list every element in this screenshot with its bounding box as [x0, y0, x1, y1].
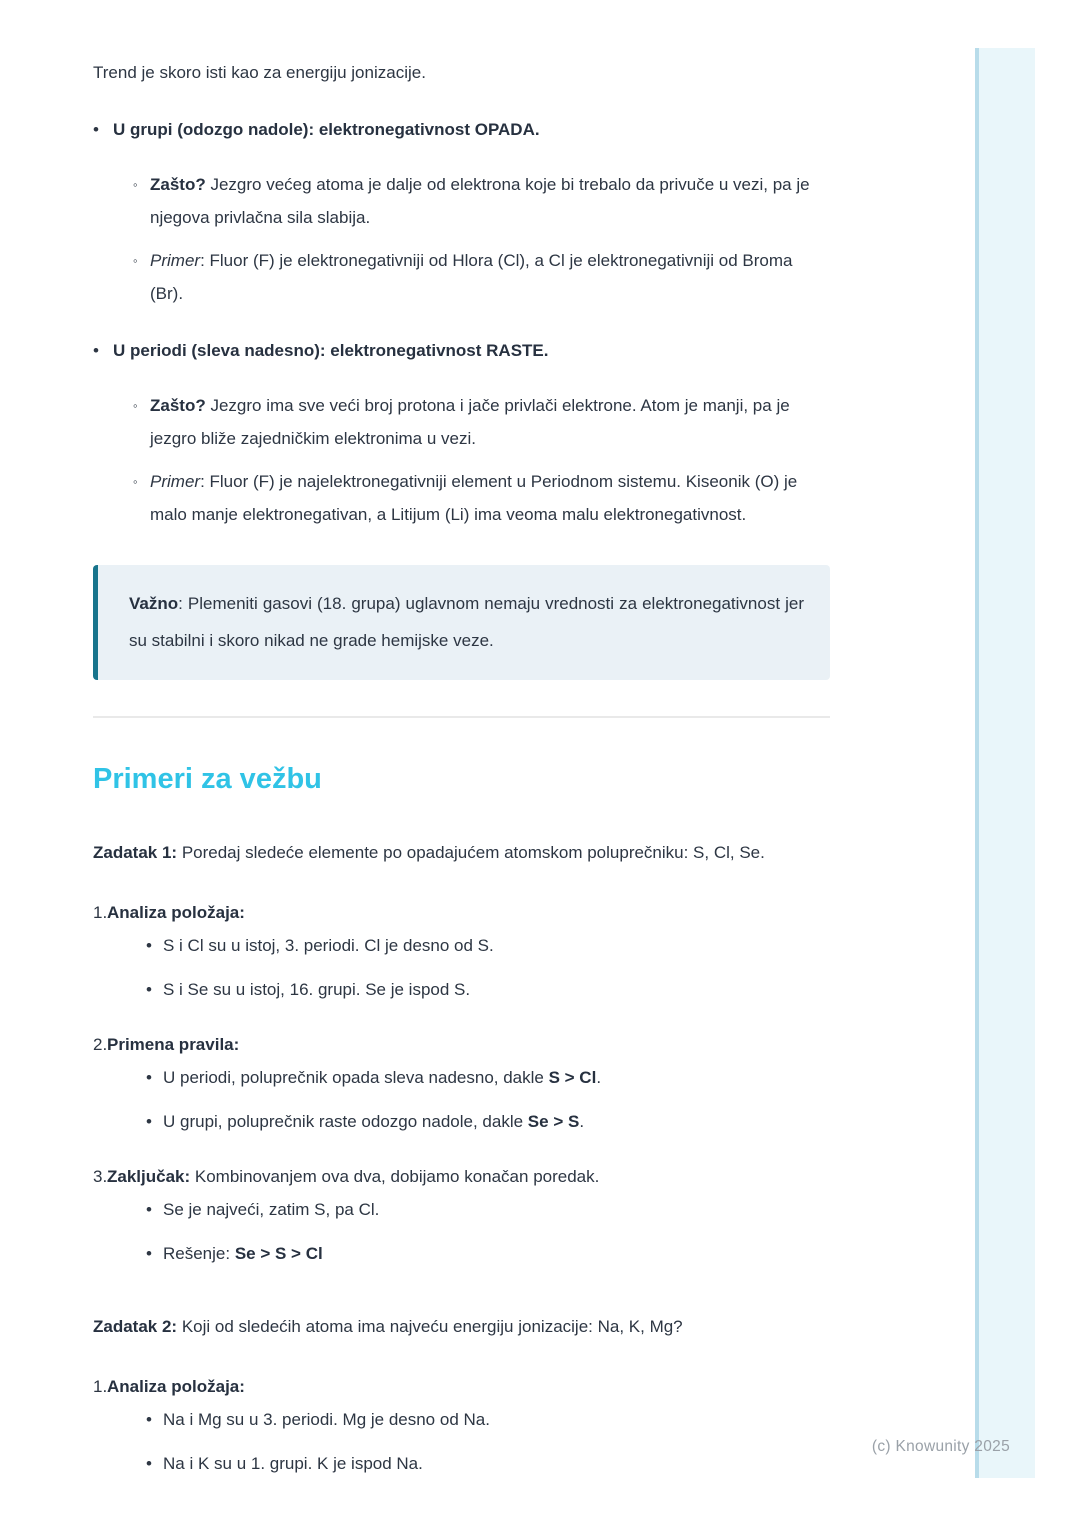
example-text [150, 244, 830, 310]
bullet-icon: • [146, 936, 152, 955]
trend-title-row [93, 113, 830, 146]
circle-bullet-icon: ◦ [133, 398, 138, 413]
step-body [107, 1370, 830, 1480]
step-body [107, 1028, 830, 1138]
document-content [93, 50, 830, 1480]
step-number: 2. [93, 1035, 108, 1054]
run-pre: U periodi, poluprečnik opada sleva nadesno, dakle [163, 1068, 549, 1087]
bullet-icon: • [146, 1454, 152, 1473]
bullet-icon: • [93, 341, 99, 360]
step-sub-text [163, 973, 470, 1006]
example-text [150, 465, 830, 531]
example-body: : Fluor (F) je elektronegativniji od Hlora (Cl), a Cl je elektronegativniji od Broma (Br). [150, 251, 793, 303]
step-title [107, 1370, 830, 1403]
why-label: Zašto? [150, 175, 206, 194]
step-title [107, 896, 830, 929]
why-text [150, 389, 830, 455]
step-number: 1. [93, 903, 108, 922]
bullet-icon: • [146, 1410, 152, 1429]
step-body [107, 1160, 830, 1270]
task-2-statement [93, 1306, 830, 1348]
run-post: . [579, 1112, 585, 1131]
task-2-label: Zadatak 2: [93, 1317, 178, 1336]
bullet-icon: • [146, 980, 152, 999]
why-item [133, 389, 830, 455]
step-sub-text [163, 1105, 584, 1138]
bullet-icon: • [146, 1200, 152, 1219]
step-sub-item [146, 1193, 830, 1226]
task-1-steps [93, 896, 830, 1270]
trend-title-row [93, 334, 830, 367]
step-sub-text [163, 1447, 423, 1480]
bullet-icon: • [146, 1244, 152, 1263]
example-body: : Fluor (F) je najelektronegativniji element u Periodnom sistemu. Kiseonik (O) je malo manje elektronegativan, a Litijum (Li) ima veoma malu elektronegativnost. [150, 472, 798, 524]
run-bold: Se > S [527, 1112, 580, 1131]
step-title-label: Analiza položaja: [107, 903, 245, 922]
circle-bullet-icon: ◦ [133, 177, 138, 192]
run-pre: U grupi, poluprečnik raste odozgo nadole, dakle [163, 1112, 528, 1131]
step-title-label: Primena pravila: [107, 1035, 240, 1054]
step-sub-item [146, 1447, 830, 1480]
step-sub-item [146, 973, 830, 1006]
trend-item-group [93, 113, 830, 310]
step-number: 1. [93, 1377, 108, 1396]
step-sub-item [146, 1237, 830, 1270]
step-sublist [146, 929, 830, 1006]
why-item [133, 168, 830, 234]
step-sub-text [163, 1237, 323, 1270]
step-title-label: Analiza položaja: [107, 1377, 245, 1396]
circle-bullet-icon: ◦ [133, 253, 138, 268]
step-body [107, 896, 830, 1006]
run-pre: S i Cl su u istoj, 3. periodi. Cl je desno od S. [163, 936, 494, 955]
run-bold: Se > S > Cl [234, 1244, 323, 1263]
why-body: Jezgro većeg atoma je dalje od elektrona koje bi trebalo da privuče u vezi, pa je njegova privlačna sila slabija. [150, 175, 810, 227]
run-pre: Se je najveći, zatim S, pa Cl. [163, 1200, 380, 1219]
trend-sublist [133, 389, 830, 531]
step-title [107, 1028, 830, 1061]
step-sub-text [163, 929, 494, 962]
step-sub-item [146, 1061, 830, 1094]
step-conclusion [93, 1160, 830, 1270]
run-bold: S > Cl [548, 1068, 597, 1087]
intro-paragraph: Trend je skoro isti kao za energiju jonizacije. [93, 63, 426, 82]
circle-bullet-icon: ◦ [133, 474, 138, 489]
why-label: Zašto? [150, 396, 206, 415]
page-edge-stripe [975, 48, 1035, 1478]
step-sublist [146, 1403, 830, 1480]
step-sublist [146, 1061, 830, 1138]
step-title-tail: Kombinovanjem ova dva, dobijamo konačan poredak. [190, 1167, 600, 1186]
trend-item-period [93, 334, 830, 531]
callout-body: : Plemeniti gasovi (18. grupa) uglavnom nemaju vrednosti za elektronegativnost jer su stabilni i skoro nikad ne grade hemijske veze. [129, 594, 804, 650]
example-label: Primer [150, 251, 201, 270]
important-callout [93, 565, 830, 680]
practice-heading: Primeri za vežbu [93, 763, 322, 795]
run-pre: S i Se su u istoj, 16. grupi. Se je ispod S. [163, 980, 471, 999]
step-analysis [93, 1370, 830, 1480]
copyright-watermark: (c) Knowunity 2025 [871, 1438, 1010, 1455]
step-sub-item [146, 929, 830, 962]
callout-text [129, 585, 804, 659]
callout-label: Važno [129, 594, 179, 613]
step-rules [93, 1028, 830, 1138]
step-sublist [146, 1193, 830, 1270]
task-2-steps [93, 1370, 830, 1480]
step-title-label: Zaključak: [107, 1167, 191, 1186]
task-2-text: Koji od sledećih atoma ima najveću energiju jonizacije: Na, K, Mg? [177, 1317, 683, 1336]
step-sub-text [163, 1061, 601, 1094]
bullet-icon: • [146, 1068, 152, 1087]
task-1-label: Zadatak 1: [93, 843, 178, 862]
trend-title: U periodi (sleva nadesno): elektronegativnost RASTE. [113, 341, 549, 360]
example-label: Primer [150, 472, 201, 491]
why-body: Jezgro ima sve veći broj protona i jače privlači elektrone. Atom je manji, pa je jezgro bliže zajedničkim elektronima u vezi. [150, 396, 790, 448]
example-item [133, 244, 830, 310]
run-pre: Na i Mg su u 3. periodi. Mg je desno od Na. [163, 1410, 490, 1429]
run-pre: Rešenje: [163, 1244, 235, 1263]
why-text [150, 168, 830, 234]
bullet-icon: • [93, 120, 99, 139]
step-analysis [93, 896, 830, 1006]
trend-title: U grupi (odozgo nadole): elektronegativnost OPADA. [113, 120, 540, 139]
step-sub-item [146, 1403, 830, 1436]
task-1-text: Poredaj sledeće elemente po opadajućem atomskom poluprečniku: S, Cl, Se. [177, 843, 765, 862]
section-divider [93, 716, 830, 718]
step-sub-item [146, 1105, 830, 1138]
run-pre: Na i K su u 1. grupi. K je ispod Na. [163, 1454, 423, 1473]
step-title [107, 1160, 830, 1193]
bullet-icon: • [146, 1112, 152, 1131]
trend-sublist [133, 168, 830, 310]
task-1-statement [93, 832, 830, 874]
example-item [133, 465, 830, 531]
run-post: . [596, 1068, 602, 1087]
step-sub-text [163, 1403, 490, 1436]
step-sub-text [163, 1193, 379, 1226]
trend-list [93, 113, 830, 531]
step-number: 3. [93, 1167, 108, 1186]
